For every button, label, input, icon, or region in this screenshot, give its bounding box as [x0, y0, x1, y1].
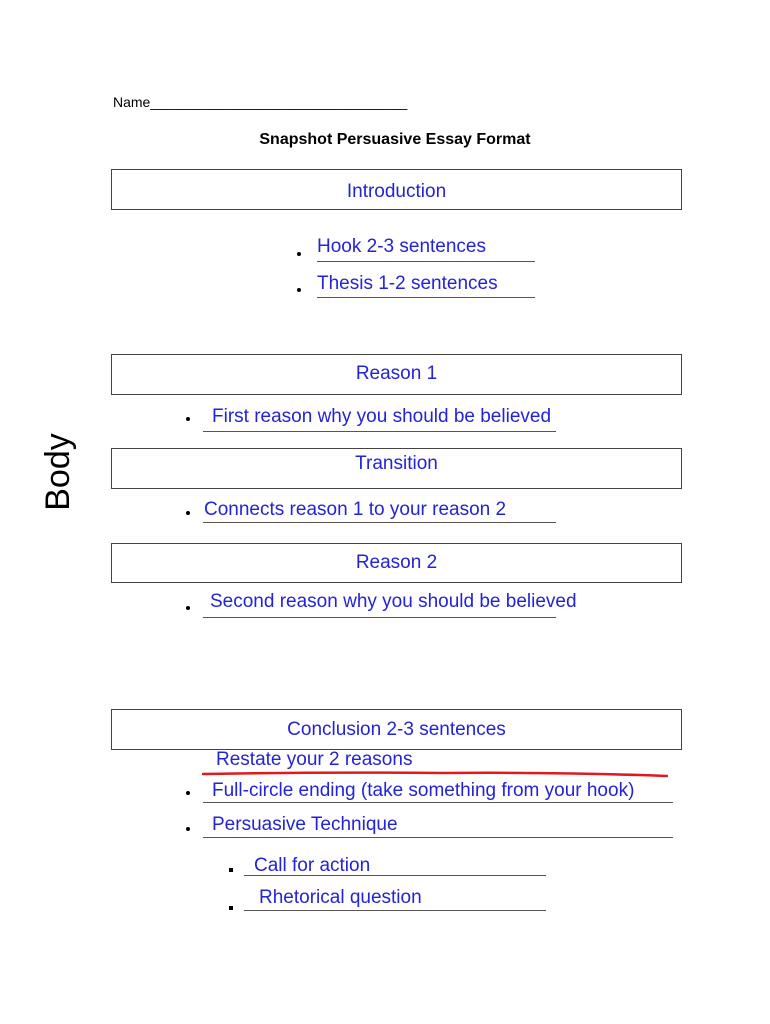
- bullet: [297, 252, 301, 256]
- underline: [203, 431, 556, 432]
- hook-item: Hook 2-3 sentences: [317, 236, 486, 257]
- square-bullet: [229, 868, 233, 872]
- underline: [317, 261, 535, 262]
- underline: [203, 522, 556, 523]
- underline: [317, 297, 535, 298]
- bullet: [186, 606, 190, 610]
- persuasive-technique-item: Persuasive Technique: [212, 814, 398, 835]
- reason2-item: Second reason why you should be believed: [210, 591, 577, 612]
- reason1-box: [111, 354, 682, 395]
- reason2-box: [111, 543, 682, 583]
- call-for-action-item: Call for action: [254, 855, 371, 876]
- red-underline-annotation: [202, 771, 670, 779]
- reason1-item: First reason why you should be believed: [212, 406, 552, 427]
- underline: [203, 837, 673, 838]
- conclusion-heading: Conclusion 2-3 sentences: [287, 719, 506, 740]
- body-side-label: Body: [39, 433, 77, 511]
- underline: [203, 802, 673, 803]
- bullet: [186, 417, 190, 421]
- bullet: [297, 288, 301, 292]
- introduction-box: [111, 169, 682, 210]
- name-field-label: Name_________________________________: [113, 94, 408, 110]
- underline: [203, 617, 556, 618]
- introduction-heading: Introduction: [346, 181, 447, 202]
- square-bullet: [229, 906, 233, 910]
- underline: [244, 875, 546, 876]
- rhetorical-question-item: Rhetorical question: [259, 887, 422, 908]
- bullet: [186, 511, 190, 515]
- page-title: Snapshot Persuasive Essay Format: [259, 131, 531, 148]
- underline: [244, 910, 546, 911]
- transition-heading: Transition: [355, 453, 438, 474]
- transition-item: Connects reason 1 to your reason 2: [204, 499, 507, 520]
- bullet: [186, 827, 190, 831]
- transition-box: [111, 448, 682, 489]
- full-circle-item: Full-circle ending (take something from your hook): [212, 780, 635, 801]
- reason2-heading: Reason 2: [355, 552, 438, 573]
- conclusion-box: [111, 709, 682, 750]
- restate-reasons-text: Restate your 2 reasons: [216, 749, 413, 770]
- thesis-item: Thesis 1-2 sentences: [317, 273, 498, 294]
- reason1-heading: Reason 1: [355, 363, 438, 384]
- bullet: [186, 791, 190, 795]
